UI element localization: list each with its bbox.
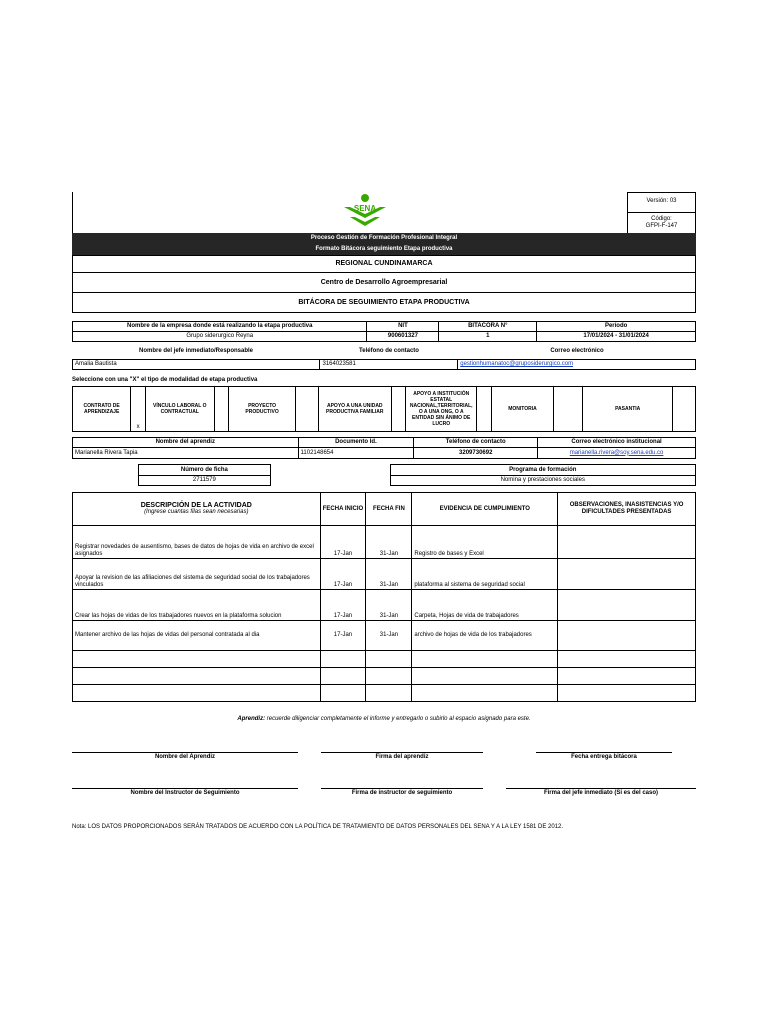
reminder-bold: Aprendiz: xyxy=(237,716,266,722)
table-row xyxy=(73,590,696,621)
regional-row: REGIONAL CUNDINAMARCA xyxy=(72,255,696,273)
signature-line xyxy=(321,788,483,789)
company-name[interactable]: Grupo siderurgico Reyna xyxy=(73,332,367,342)
activity-end[interactable] xyxy=(366,668,412,685)
activity-evidence[interactable] xyxy=(412,668,558,685)
company-name-label: Nombre de la empresa donde está realizando la etapa productiva xyxy=(73,322,367,332)
activity-desc[interactable]: Apoyar la revision de las afiliaciones del sistema de seguridad social de los trabajadores vinculados xyxy=(73,559,321,590)
ficha-value[interactable]: 2711579 xyxy=(139,476,271,486)
activity-obs[interactable] xyxy=(558,668,696,685)
activity-end[interactable]: 31-Jan xyxy=(366,621,412,651)
activity-start[interactable]: 17-Jan xyxy=(320,621,366,651)
bitacora-label: BITACORA N° xyxy=(439,322,537,332)
activity-desc[interactable]: Crear las hojas de vidas de los trabajadores nuevos en la plataforma solucion xyxy=(73,590,321,621)
activity-start[interactable]: 17-Jan xyxy=(320,526,366,559)
code-value: GFPI-F-147 xyxy=(645,223,678,229)
apprentice-phone[interactable]: 3209730692 xyxy=(414,448,538,459)
modality-option-vinculo: VÍNCULO LABORAL O CONTRACTUAL xyxy=(145,387,214,432)
activity-end[interactable]: 31-Jan xyxy=(366,559,412,590)
boss-email-link[interactable]: gestionhumanatoc@gruposiderurgico.com xyxy=(458,360,696,370)
activity-obs[interactable] xyxy=(558,590,696,621)
activity-obs[interactable] xyxy=(558,559,696,590)
activities-table xyxy=(72,492,696,702)
boss-table xyxy=(72,359,696,370)
apprentice-table xyxy=(72,437,696,459)
signature-line xyxy=(536,752,672,753)
center-row: Centro de Desarrollo Agroempresarial xyxy=(72,273,696,293)
activity-evidence[interactable] xyxy=(412,685,558,702)
activity-desc[interactable] xyxy=(73,685,321,702)
program-value[interactable]: Nomina y prestaciones sociales xyxy=(390,476,695,486)
boss-signature: Firma del jefe inmediato (Si es del caso) xyxy=(543,790,659,796)
apprentice-name[interactable]: Marianella Rivera Tapia xyxy=(73,448,299,459)
modality-option-monitoria: MONITORIA xyxy=(491,387,554,432)
sena-logo-icon xyxy=(340,193,390,229)
apprentice-name-label: Nombre del aprendiz xyxy=(73,438,299,448)
activity-desc[interactable] xyxy=(73,668,321,685)
version-box xyxy=(627,192,696,235)
reminder-text: recuerde diligenciar completamente el informe y entregarlo o subirlo al espacio asignado para este. xyxy=(265,716,531,722)
col-obs-header: OBSERVACIONES, INASISTENCIAS Y/O DIFICULTADES PRESENTADAS xyxy=(558,493,696,526)
col-evidence-header: EVIDENCIA DE CUMPLIMIENTO xyxy=(412,493,558,526)
apprentice-name-signature: Nombre del Aprendiz xyxy=(154,754,216,760)
signature-line xyxy=(506,788,696,789)
modality-option-proyecto: PROYECTO PRODUCTIVO xyxy=(229,387,296,432)
modality-table xyxy=(72,386,696,432)
activity-evidence[interactable]: plataforma al sistema de seguridad social xyxy=(412,559,558,590)
apprentice-phone-label: Teléfono de contacto xyxy=(414,438,538,448)
activity-evidence[interactable]: Carpeta, Hojas de vida de trabajadores xyxy=(412,590,558,621)
activity-obs[interactable] xyxy=(558,526,696,559)
signature-line xyxy=(72,788,298,789)
nit-label: NIT xyxy=(367,322,439,332)
activity-desc[interactable]: Registrar novedades de ausentismo, bases de datos de hojas de vida en archivo de excel asignados xyxy=(73,526,321,559)
modality-option-unidad: APOYO A UNA UNIDAD PRODUCTIVA FAMILIAR xyxy=(318,387,391,432)
activity-end[interactable] xyxy=(366,651,412,668)
privacy-note: Nota: LOS DATOS PROPORCIONADOS SERÁN TRATADOS DE ACUERDO CON LA POLÍTICA DE TRATAMIENTO DE DATOS PERSONALES DEL SENA Y A LA LEY 1581 DE 2012. xyxy=(72,824,564,830)
process-bar: Proceso Gestión de Formación Profesional Integral xyxy=(72,233,696,243)
table-row xyxy=(73,526,696,559)
apprentice-reminder xyxy=(72,716,696,723)
activity-start[interactable] xyxy=(320,685,366,702)
apprentice-signature: Firma del aprendiz xyxy=(375,754,429,760)
activity-obs[interactable] xyxy=(558,651,696,668)
col-desc-title: DESCRIPCIÓN DE LA ACTIVIDAD xyxy=(140,502,252,509)
activity-evidence[interactable]: Registro de bases y Excel xyxy=(412,526,558,559)
bitacora-value[interactable]: 1 xyxy=(439,332,537,342)
apprentice-doc[interactable]: 1102148654 xyxy=(298,448,414,459)
modality-option-pasantia: PASANTIA xyxy=(583,387,673,432)
modality-checkbox-monitoria[interactable] xyxy=(554,387,583,432)
table-row xyxy=(73,621,696,651)
ficha-table xyxy=(138,464,696,486)
activity-desc[interactable] xyxy=(73,651,321,668)
apprentice-email-label: Correo electrónico institucional xyxy=(538,438,696,448)
modality-checkbox-unidad[interactable] xyxy=(391,387,406,432)
table-row xyxy=(73,668,696,685)
modality-prompt: Seleccione con una "X" el tipo de modalidad de etapa productiva xyxy=(72,377,258,383)
activity-start[interactable]: 17-Jan xyxy=(320,590,366,621)
modality-checkbox-contrato[interactable] xyxy=(131,387,146,432)
col-desc-header xyxy=(73,493,321,526)
company-table xyxy=(72,321,696,342)
logo-text: SENA xyxy=(353,204,377,213)
col-start-header: FECHA INICIO xyxy=(320,493,366,526)
table-row xyxy=(73,685,696,702)
modality-checkbox-proyecto[interactable] xyxy=(295,387,318,432)
activity-evidence[interactable]: archivo de hojas de vida de los trabajadores xyxy=(412,621,558,651)
signature-line xyxy=(72,752,298,753)
activity-start[interactable] xyxy=(320,651,366,668)
col-desc-note: (Ingrese cuantas filas sean necesarias) xyxy=(144,509,249,515)
ficha-label: Número de ficha xyxy=(139,465,271,476)
modality-mark: x xyxy=(136,424,140,430)
boss-phone[interactable]: 3164023581 xyxy=(320,360,458,370)
period-label: Período xyxy=(537,322,696,332)
nit-value[interactable]: 900601327 xyxy=(367,332,439,342)
modality-checkbox-vinculo[interactable] xyxy=(214,387,229,432)
delivery-date: Fecha entrega bitácora xyxy=(571,754,637,760)
apprentice-doc-label: Documento Id. xyxy=(298,438,414,448)
page-title: BITÁCORA DE SEGUIMIENTO ETAPA PRODUCTIVA xyxy=(72,293,696,313)
activity-obs[interactable] xyxy=(558,685,696,702)
table-row xyxy=(73,559,696,590)
format-bar: Formato Bitácora seguimiento Etapa productiva xyxy=(72,243,696,255)
modality-checkbox-pasantia[interactable] xyxy=(672,387,695,432)
sena-logo xyxy=(340,193,390,229)
signature-line xyxy=(321,752,483,753)
activity-end[interactable] xyxy=(366,685,412,702)
col-end-header: FECHA FIN xyxy=(366,493,412,526)
boss-name-label: Nombre del jefe inmediato/Responsable xyxy=(138,348,254,354)
modality-option-institucion: APOYO A INSTITUCIÓN ESTATAL NACIONAL,TERRITORIAL, O A UNA ONG, O A ENTIDAD SIN ÁNIMO DE LUCRO xyxy=(406,387,477,432)
modality-option-contrato: CONTRATO DE APRENDIZAJE xyxy=(73,387,131,432)
instructor-signature: Firma de instructor de seguimiento xyxy=(351,790,453,796)
boss-phone-label: Teléfono de contacto xyxy=(359,348,419,354)
activity-evidence[interactable] xyxy=(412,651,558,668)
activity-end[interactable]: 31-Jan xyxy=(366,590,412,621)
instructor-name-signature: Nombre del Instructor de Seguimiento xyxy=(130,790,240,796)
boss-email-label: Correo electrónico xyxy=(550,348,604,354)
activity-desc[interactable]: Mantener archivo de las hojas de vidas del personal contratada al dia xyxy=(73,621,321,651)
modality-checkbox-institucion[interactable] xyxy=(477,387,492,432)
program-label: Programa de formación xyxy=(390,465,695,476)
version-label: Versión: 03 xyxy=(646,198,677,204)
table-row xyxy=(73,651,696,668)
boss-name[interactable]: Amalia Bautista xyxy=(73,360,320,370)
activity-obs[interactable] xyxy=(558,621,696,651)
activity-end[interactable]: 31-Jan xyxy=(366,526,412,559)
apprentice-email-link[interactable]: marianella.rivera@soy.sena.edu.co xyxy=(538,448,696,459)
code-label: Código: xyxy=(651,216,672,222)
period-value[interactable]: 17/01/2024 - 31/01/2024 xyxy=(537,332,696,342)
activity-start[interactable] xyxy=(320,668,366,685)
activity-start[interactable]: 17-Jan xyxy=(320,559,366,590)
